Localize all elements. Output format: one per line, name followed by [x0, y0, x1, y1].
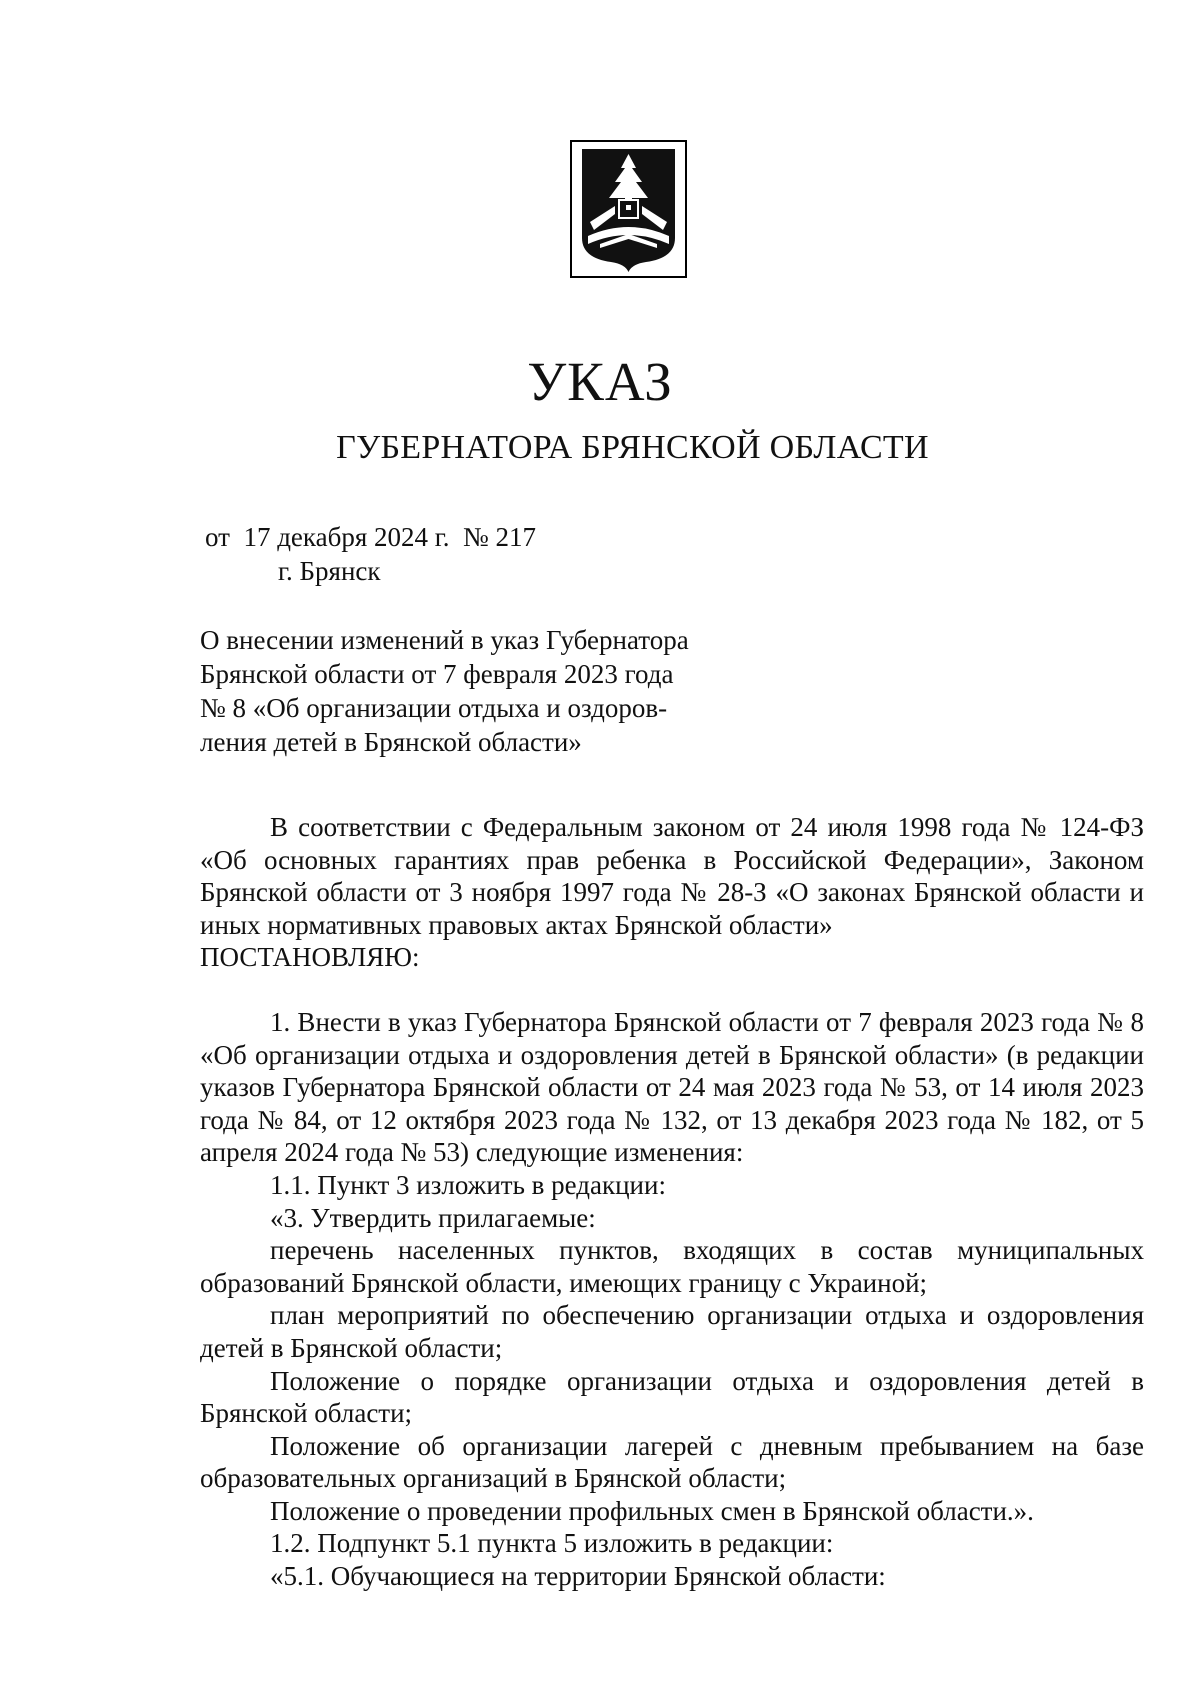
decree-word: ПОСТАНОВЛЯЮ:	[200, 942, 420, 973]
heading-line: О внесении изменений в указ Губернатора	[200, 625, 689, 655]
body-paragraph: 1.2. Подпункт 5.1 пункта 5 изложить в редакции:	[270, 1528, 834, 1559]
body-paragraph: план мероприятий по обеспечению организации отдыха и оздоровления детей в Брянской области;	[200, 1300, 1144, 1363]
heading-line: № 8 «Об организации отдыха и оздоров-	[200, 693, 668, 723]
preamble-paragraph: В соответствии с Федеральным законом от 24 июля 1998 года № 124-ФЗ «Об основных гарантиях прав ребенка в Российской Федерации», Законом Брянской области от 3 ноября 1997 года № 28-З «О законах Брянской области и иных нормативных правовых актах Брянской области»	[200, 812, 1144, 940]
decree-city: г. Брянск	[278, 556, 381, 586]
heading-line: ления детей в Брянской области»	[200, 727, 582, 757]
decree-heading	[200, 623, 720, 759]
document-title: УКАЗ	[527, 351, 673, 412]
paragraph-gap	[200, 974, 1144, 1006]
document-subtitle: ГУБЕРНАТОРА БРЯНСКОЙ ОБЛАСТИ	[336, 429, 929, 466]
body-paragraph: Положение о проведении профильных смен в Брянской области.».	[270, 1495, 1034, 1526]
body-paragraph: Положение о порядке организации отдыха и оздоровления детей в Брянской области;	[200, 1365, 1144, 1429]
coat-of-arms-emblem	[570, 140, 687, 278]
heading-line: Брянской области от 7 февраля 2023 года	[200, 659, 674, 689]
body-paragraph: перечень населенных пунктов, входящих в состав муниципальных образований Брянской области, имеющих границу с Украиной;	[200, 1235, 1144, 1298]
body-paragraph: Положение об организации лагерей с дневным пребыванием на базе образовательных организаций в Брянской области;	[200, 1430, 1144, 1494]
coat-of-arms-icon	[570, 140, 687, 278]
body-paragraph: «3. Утвердить прилагаемые:	[270, 1202, 596, 1233]
body-paragraph: 1. Внести в указ Губернатора Брянской области от 7 февраля 2023 года № 8 «Об организации отдыха и оздоровления детей в Брянской области» (в редакции указов Губернатора Брянской области от 24 мая 2023 года № 53, от 14 июля 2023 года № 84, от 12 октября 2023 года № 132, от 13 декабря 2023 года № 182, от 5 апреля 2024 года № 53) следующие изменения:	[200, 1006, 1144, 1168]
decree-date-number: от 17 декабря 2024 г. № 217	[205, 522, 537, 552]
body-paragraph: «5.1. Обучающиеся на территории Брянской области:	[270, 1561, 886, 1592]
body-paragraph: 1.1. Пункт 3 изложить в редакции:	[270, 1169, 666, 1200]
decree-body	[200, 811, 1144, 1593]
